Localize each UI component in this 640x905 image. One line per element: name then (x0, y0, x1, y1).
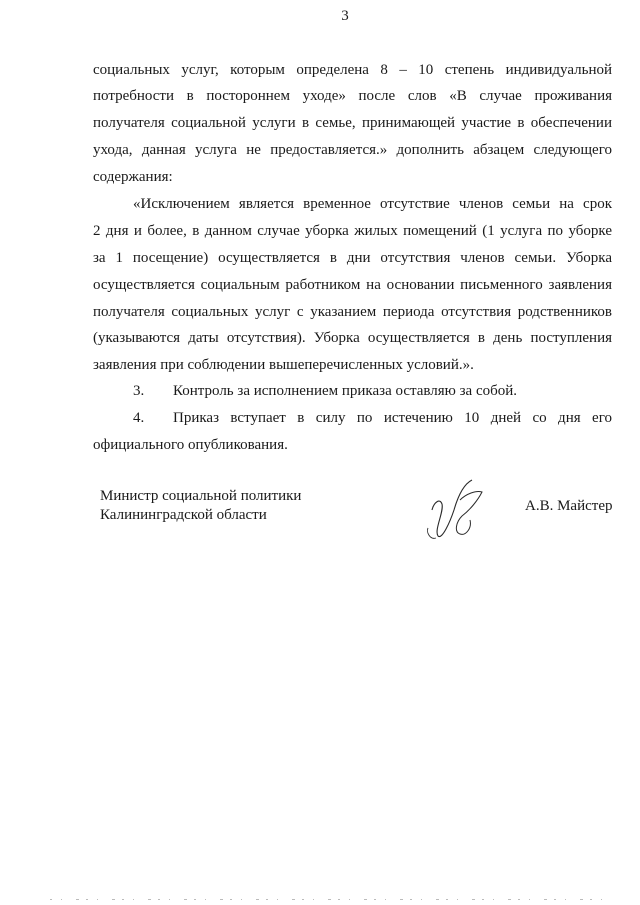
quote-line: осуществляется социальным работником на основании письменного заявления (93, 277, 612, 293)
paragraph-line: социальных услуг, которым определена 8 – 10 степень индивидуальной (93, 62, 612, 78)
item-text: Контроль за исполнением приказа оставляю за собой. (173, 383, 518, 399)
quote-line: за 1 посещение) осуществляется в дни отсутствия членов семьи. Уборка (93, 250, 612, 266)
quote-line: (указываются даты отсутствия). Уборка осуществляется в день поступления (93, 330, 612, 346)
page-number: 3 (341, 8, 349, 24)
paragraph-line: содержания: (93, 169, 173, 185)
signatory-name: А.В. Майстер (525, 498, 613, 514)
signatory-title (100, 487, 301, 525)
paragraph-line: получателя социальной услуги в семье, принимающей участие в обеспечении (93, 115, 612, 131)
quote-line: заявления при соблюдении вышеперечисленных условий.». (93, 357, 474, 373)
item-text: Приказ вступает в силу по истечению 10 дней со дня его (173, 410, 612, 426)
quote-line: получателя социальных услуг с указанием периода отсутствия родственников (93, 304, 612, 320)
quote-line: 2 дня и более, в данном случае уборка жилых помещений (1 услуга по уборке (93, 223, 612, 239)
scan-artifact-line (50, 898, 610, 901)
item-number: 4. (133, 410, 145, 426)
quote-line: «Исключением является временное отсутствие членов семьи на срок (133, 196, 612, 212)
item-text: официального опубликования. (93, 437, 288, 453)
signatory-title-line1: Министр социальной политики (100, 488, 302, 504)
paragraph-line: потребности в постороннем уходе» после слов «В случае проживания (93, 88, 612, 104)
item-number: 3. (133, 383, 145, 399)
signatory-title-line2: Калининградской области (100, 507, 267, 523)
handwritten-signature (420, 470, 490, 550)
paragraph-line: ухода, данная услуга не предоставляется.» дополнить абзацем следующего (93, 142, 612, 158)
